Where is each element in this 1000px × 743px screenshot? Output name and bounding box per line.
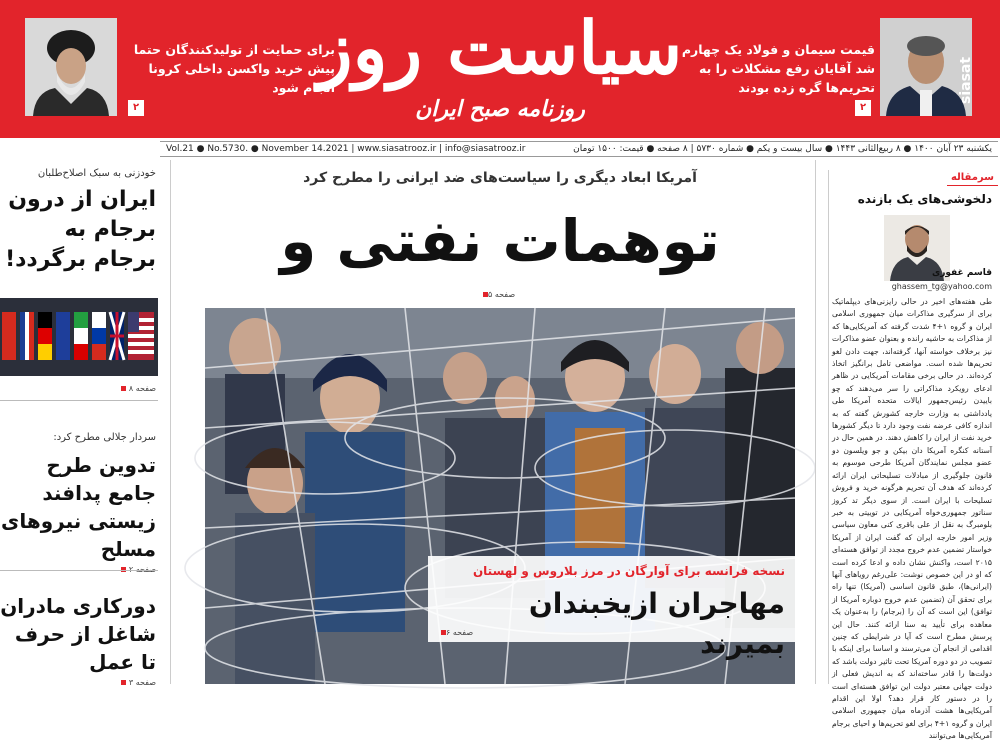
editorial-author-email[interactable]: ghassem_tg@yahoo.com — [891, 282, 992, 291]
issue-info-persian: یکشنبه ۲۳ آبان ۱۴۰۰ ● ۸ ربیع‌الثانی ۱۴۴۳ ● سال بیست و یکم ● شماره ۵۷۳۰ | ۸ صفحه ● قیمت: ۱۵۰۰ تومان — [573, 144, 992, 154]
left-story-3-ref: صفحه ۳ — [0, 678, 158, 687]
portrait-photo-left — [25, 18, 117, 116]
left-story-1-ref: صفحه ۸ — [0, 384, 158, 393]
editorial-body: طی هفته‌های اخیر در حالی رایزنی‌های دیپلماتیک برای از سرگیری مذاکرات میان جمهوری اسلامی ایران و گروه ۱+۴ شدت گرفته که آمریکایی‌ها که از مذاکرات به حاشیه رانده و بعنوان عضو مذاکرات نیز برخلاف خواسته آنها، گرفته‌اند، جهت دادن لغو تحریم‌ها شده است. مواضعی تامل برانگیز اتخاذ کرده‌اند. در حالی برخی مقامات آمریکایی در ظاهر ادعای رویکرد مذاکراتی را سر می‌دهند که چو باییدن رئیس‌جمهور ایالات متحده آمریکا طی یادداشتی به وزارت خارجه کشورش گفته که به اندازه کافی عرضه نفت وجود دارد تا دیگر کشورها خرید نفت از ایران را کاهش دهند. در همین حال در آستانه کنگره آمریکا دان بیکن و جو ویلسون دو عضو مجلس نمایندگان آمریکا طرحی موسوم به قانون جلوگیری از مبادلات تسلیحاتی ایران ارائه کرده‌اند که هدف آن تحریم هرگونه خرید و فروش تسلیحات با ایران است. از سوی دیگر تد کروز سناتور جمهوری‌خواه آمریکایی در توییتی به خبر بلومبرگ به نقل از علی باقری کنی معاون سیاسی وزیر امور خارجه ایران که گفت ایران از آمریکا خواستار تضمین عدم خروج مجدد از توافق هسته‌ای ۲۰۱۵ است، واکنش نشان داده و ادعا کرده است که او در این خصوص نوشت: علی‌رغم رویاهای آنها (ایرانی‌ها)، طبق قانون اساسی (آمریکا) تنها راه برای تحقق آن (تضمین عدم خروج دوباره آمریکا از توافق) این است که آن را (برجام) را به‌عنوان یک معاهده برای تأیید به سنا ارائه کنند. حال این پرسش مطرح است که آیا در شرایطی که چنین اقدامی از انجام آن می‌ترسند و اساسا برای اینکه با تصویب در دو دوره آمریکا تحت تاثیر دولت باشد که دولت‌ها را قادر ساخته‌اند که به اندیش فعلی از دولت جهانی معتبر دولت این توافق هسته‌ای است را در دستور کار قرار دهد؟ اولا این اقدام آمریکایی‌ها هشت آذرماه میان جمهوری اسلامی ایران و گروه ۱+۴ برای لغو تحریم‌ها و احیای برجام آمریکایی‌ها می‌توانند — [832, 297, 993, 741]
photo-story-kicker: نسخه فرانسه برای آوارگان در مرز بلاروس و لهستان — [472, 564, 785, 578]
left-column — [0, 160, 158, 687]
left-story-1-kicker: خودزنی به سبک اصلاح‌طلبان — [37, 168, 156, 179]
side-brand-tag: siasat — [958, 56, 974, 104]
flags-photo — [0, 298, 158, 376]
teaser-right[interactable]: قیمت سیمان و فولاد یک چهارم شد آقایان رفع مشکلات را به تحریم‌ها گره زده بودند — [681, 42, 875, 95]
left-story-1-page-ref[interactable] — [0, 382, 158, 393]
main-story-headline[interactable]: توهمات نفتی و — [280, 207, 720, 275]
left-divider-2 — [0, 570, 158, 571]
issue-info-strip — [160, 141, 998, 157]
left-divider-1 — [0, 400, 158, 401]
column-separator-right — [815, 160, 816, 684]
editorial-tag: سرمقاله — [947, 170, 998, 186]
left-story-3[interactable] — [0, 592, 158, 687]
left-story-3-headline: دورکاری مادران شاغل از حرف تا عمل — [0, 594, 156, 674]
editorial-column — [828, 170, 998, 741]
teaser-left[interactable]: برای حمایت از تولیدکنندگان حتما پیش خرید واکسن داخلی کرونا انجام شود — [133, 42, 335, 95]
editorial-title[interactable]: دلخوشی‌های یک بازنده — [857, 192, 992, 206]
newspaper-subtitle: روزنامه صبح ایران — [415, 96, 585, 122]
photo-caption-box[interactable] — [428, 556, 795, 660]
left-story-2-headline: تدوین طرح جامع پدافند زیستی نیروهای مسلح — [1, 453, 156, 561]
left-story-1-headline: ایران از درون برجام به برجام برگردد! — [5, 187, 156, 272]
main-story-kicker: آمریکا ابعاد دیگری را سیاست‌های ضد ایرانی را مطرح کرد — [303, 170, 697, 186]
newspaper-title: سیاست روز — [317, 5, 683, 90]
column-separator-left — [170, 160, 171, 684]
left-story-2-kicker: سردار جلالی مطرح کرد: — [53, 432, 156, 443]
editorial-author: قاسم غفوری — [931, 268, 992, 278]
main-story-page-ref[interactable]: صفحه ۵ — [480, 290, 515, 299]
photo-story-page-ref: صفحه ۶ — [438, 628, 473, 637]
left-story-1[interactable] — [0, 168, 158, 275]
teaser-left-page-badge: ۲ — [128, 100, 144, 116]
issue-info-english: Vol.21 ● No.5730. ● November 14.2021 | www.siasatrooz.ir | info@siasatrooz.ir — [166, 144, 526, 154]
masthead — [0, 0, 1000, 138]
left-story-2[interactable] — [0, 432, 158, 574]
photo-story-headline: مهاجران ازیخبندان بمیرند — [528, 587, 785, 660]
teaser-right-page-badge: ۲ — [855, 100, 871, 116]
migrants-photo — [205, 308, 795, 684]
